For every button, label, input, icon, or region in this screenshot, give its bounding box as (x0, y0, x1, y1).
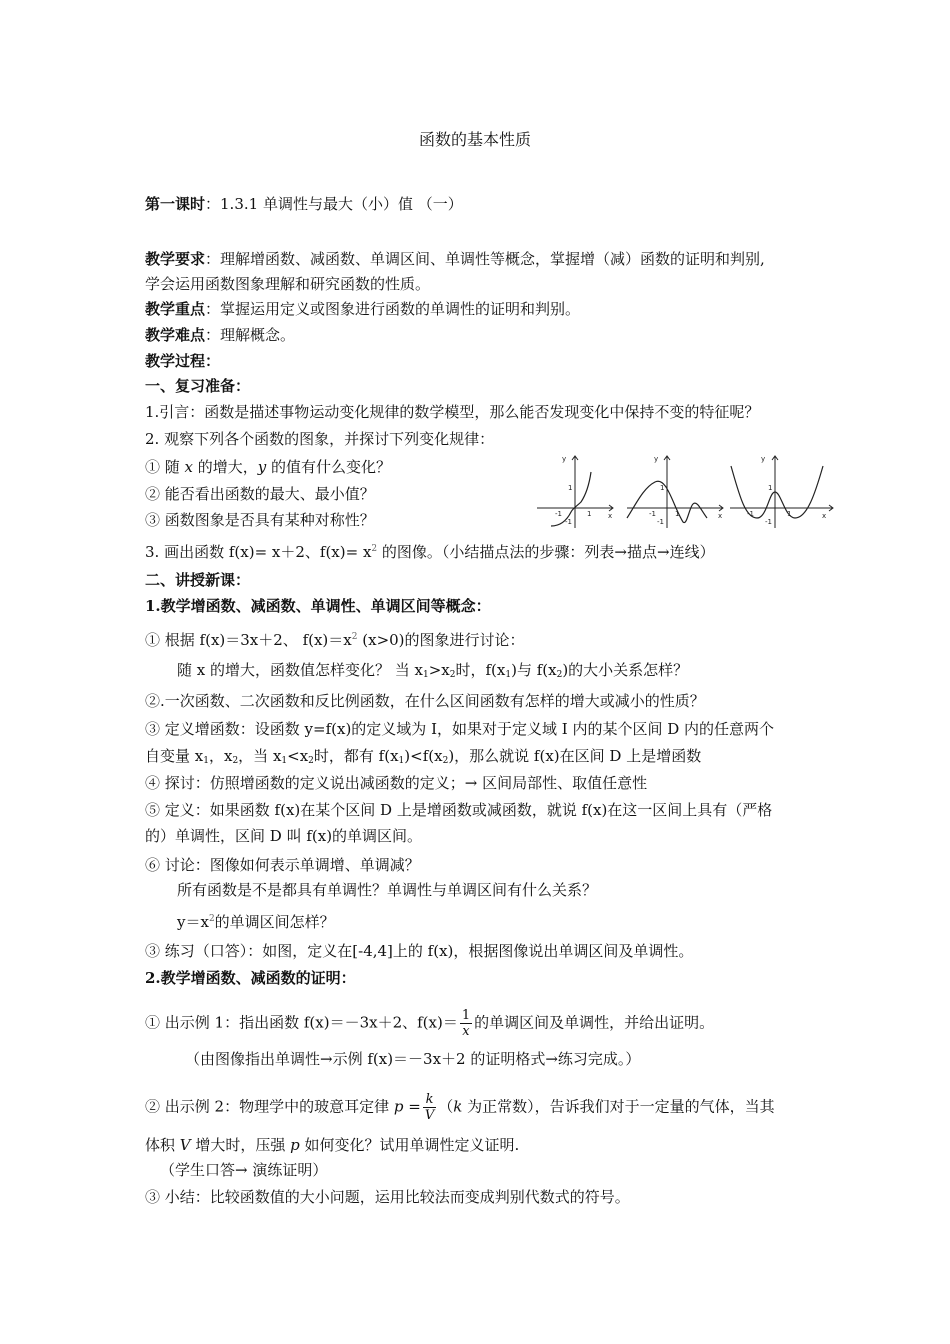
example-2-line-2: 体积 V 增大时，压强 p 如何变化？试用单调性定义证明. (145, 1136, 520, 1154)
graph-3-tick: -1 (747, 510, 754, 518)
review-item-3: 3. 画出函数 f(x)= x＋2、$f(x)= x^2$ 的图像。（小结描点法的步骤：列表→描点→连线） (145, 543, 715, 561)
subsection-2-heading: 2.教学增函数、减函数的证明： (145, 969, 356, 987)
lesson-line (145, 194, 463, 214)
point-2: ②.一次函数、二次函数和反比例函数，在什么区间函数有怎样的增大或减小的性质？ (145, 692, 705, 710)
point-4: ④ 探讨：仿照增函数的定义说出减函数的定义；→ 区间局部性、取值任意性 (145, 774, 648, 792)
function-graphs (535, 450, 835, 530)
example-1: ① 出示例 1：指出函数 f(x)＝－3x＋2、f(x)＝ $\frac{1}{x}$ 的单调区间及单调性，并给出证明。 (145, 1008, 715, 1039)
example-2-note: （学生口答→ 演练证明） (160, 1161, 328, 1179)
graph-2-tick: -1 (649, 510, 656, 518)
graph-2-x-label: x (718, 512, 723, 520)
lesson-text: ：1.3.1 单调性与最大（小）值 （一） (205, 195, 463, 213)
question-3: ③ 函数图象是否具有某种对称性？ (145, 511, 375, 529)
subsection-1-heading: 1.教学增函数、减函数、单调性、单调区间等概念： (145, 597, 491, 615)
key-point-line: 教学重点：掌握运用定义或图象进行函数的单调性的证明和判别。 (145, 300, 581, 318)
difficulty-label: 教学难点 (145, 326, 206, 344)
graph-1-y-label: y (562, 455, 567, 463)
lesson-label: 第一课时 (145, 195, 206, 213)
graph-1-x-label: x (608, 512, 613, 520)
document-title: 函数的基本性质 (418, 130, 531, 149)
review-item-1: 1.引言：函数是描述事物运动变化规律的数学模型，那么能否发现变化中保持不变的特征呢？ (145, 403, 760, 421)
graph-2-tick: -1 (657, 518, 664, 526)
graph-1 (537, 456, 613, 528)
difficulty-line: 教学难点：理解概念。 (145, 326, 296, 344)
requirements-label: 教学要求 (145, 250, 206, 268)
example-1-note: （由图像指出单调性→示例 f(x)＝－3x＋2 的证明格式→练习完成。） (185, 1050, 641, 1068)
point-6-line-3: $y=x^2$的单调区间怎样？ (177, 913, 335, 931)
point-5-line-1: ⑤ 定义：如果函数 f(x)在某个区间 D 上是增函数或减函数，就说 f(x)在这一区间上具有（严格 (145, 801, 773, 819)
fraction-1-over-x: $\frac{1}{x}$ (461, 1008, 471, 1039)
section-1-heading: 一、复习准备： (145, 377, 251, 395)
point-6-line-1: ⑥ 讨论：图像如何表示单调增、单调减？ (145, 856, 420, 874)
example-2: ② 出示例 2：物理学中的玻意耳定律 p = $\frac{k}{V}$ （k 为正常数），告诉我们对于一定量的气体，当其 (145, 1092, 775, 1123)
question-2: ② 能否看出函数的最大、最小值？ (145, 485, 375, 503)
point-1-question: 随 x 的增大，函数值怎样变化？ 当 $x_1>x_2$时，$f(x_1)$与 $f(x_2)$的大小关系怎样？ (177, 661, 689, 680)
graph-3 (730, 456, 833, 528)
question-1: ① 随 x 的增大，y 的值有什么变化？ (145, 458, 392, 476)
requirements-line-1: 教学要求：理解增函数、减函数、单调区间、单调性等概念，掌握增（减）函数的证明和判别, (145, 250, 765, 268)
graph-1-tick: 1 (568, 484, 573, 492)
graph-1-tick: -1 (565, 518, 572, 526)
graph-1-tick: 1 (587, 510, 592, 518)
point-3-line-1: ③ 定义增函数：设函数 y=f(x)的定义域为 I，如果对于定义域 I 内的某个区间 D 内的任意两个 (145, 720, 775, 738)
graph-3-y-label: y (761, 455, 766, 463)
summary: ③ 小结：比较函数值的大小问题，运用比较法而变成判别代数式的符号。 (145, 1188, 630, 1206)
key-point-label: 教学重点 (145, 300, 206, 318)
fraction-k-over-v: $\frac{k}{V}$ (424, 1092, 435, 1123)
graph-3-tick: 1 (787, 510, 792, 518)
review-item-2: 2. 观察下列各个函数的图象，并探讨下列变化规律： (145, 430, 495, 448)
requirements-line-2: 学会运用函数图象理解和研究函数的性质。 (145, 275, 431, 293)
graph-3-tick: 1 (768, 484, 773, 492)
section-2-heading: 二、讲授新课： (145, 571, 251, 589)
graph-2-y-label: y (654, 455, 659, 463)
graph-1-tick: -1 (555, 510, 562, 518)
point-1: ① 根据 f(x)＝3x＋2、 $f(x)=x^2$ (x>0)的图象进行讨论： (145, 631, 525, 649)
point-5-line-2: 的）单调性，区间 D 叫 f(x)的单调区间。 (145, 827, 423, 845)
graph-2-tick: 1 (675, 510, 680, 518)
process-heading: 教学过程： (145, 352, 221, 370)
point-3-line-2: 自变量 $x_1$，$x_2$，当 $x_1<x_2$时，都有 $f(x_1)<f(x_2)$，那么就说 f(x)在区间 D 上是增函数 (145, 747, 702, 766)
graph-2-tick: 1 (660, 484, 665, 492)
graph-3-tick: -1 (765, 518, 772, 526)
point-7: ③ 练习（口答）：如图，定义在[-4,4]上的 f(x)，根据图像说出单调区间及单调性。 (145, 942, 694, 960)
point-6-line-2: 所有函数是不是都具有单调性？单调性与单调区间有什么关系？ (177, 881, 598, 899)
graph-3-x-label: x (822, 512, 827, 520)
